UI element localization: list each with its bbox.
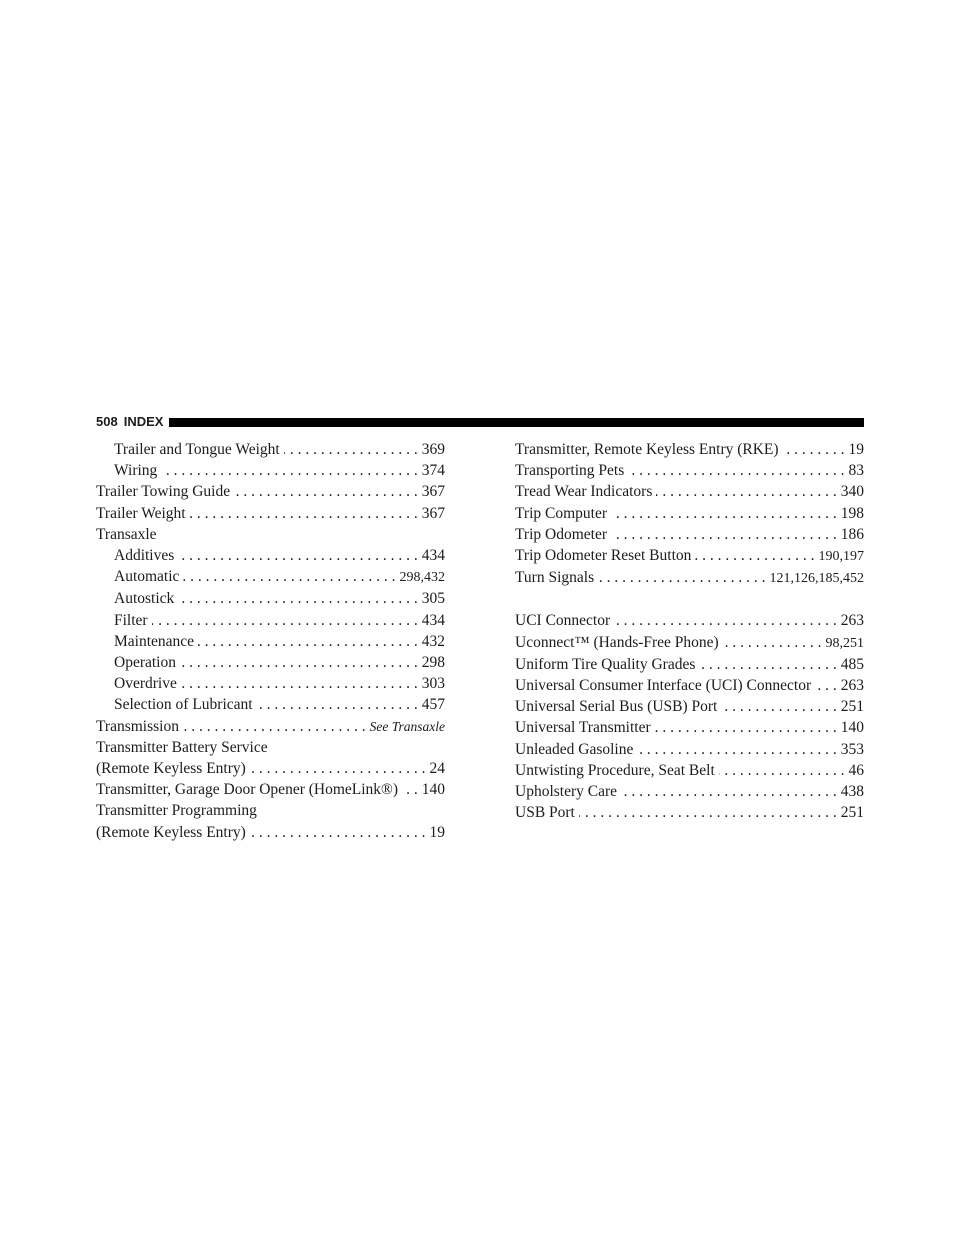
dot-leader (719, 760, 845, 781)
index-entry (96, 694, 445, 715)
dot-leader (257, 694, 418, 715)
index-entry (515, 802, 864, 823)
index-entry (96, 503, 445, 524)
entry-page: See Transaxle (369, 718, 445, 734)
index-entry (515, 439, 864, 460)
index-entry (96, 566, 445, 588)
entry-page: 434 (421, 547, 445, 565)
entry-term: (Remote Keyless Entry) (96, 760, 246, 778)
entry-page: 186 (840, 525, 864, 543)
entry-page: 98,251 (825, 635, 864, 651)
dot-leader (637, 739, 836, 760)
entry-term: Operation (114, 654, 176, 672)
entry-term: Transmission (96, 717, 179, 735)
entry-term: Trailer Towing Guide (96, 483, 231, 501)
dot-leader (181, 673, 418, 694)
index-column-left (96, 439, 445, 843)
entry-page: 305 (421, 590, 445, 608)
dot-leader (284, 439, 418, 460)
entry-page: 24 (429, 760, 445, 778)
dot-leader (695, 545, 814, 566)
dot-leader (721, 696, 836, 717)
entry-term: Additives (114, 547, 175, 565)
dot-leader (628, 460, 844, 481)
dot-leader (783, 439, 845, 460)
entry-page: 251 (840, 804, 864, 822)
index-entry (96, 588, 445, 609)
index-entry (515, 717, 864, 738)
index-heading: Transaxle (96, 525, 157, 543)
index-entry (515, 760, 864, 781)
index-entry (96, 822, 445, 843)
dot-leader (183, 716, 366, 737)
entry-page: 457 (421, 696, 445, 714)
header-rule (169, 418, 864, 427)
index-entry (96, 652, 445, 673)
entry-term: Maintenance (114, 632, 195, 650)
index-entry (96, 610, 445, 631)
dot-leader (614, 610, 837, 631)
entry-page: 198 (840, 504, 864, 522)
entry-page: 485 (840, 655, 864, 673)
entry-term: Trip Odometer (515, 525, 607, 543)
entry-term: Transmitter, Remote Keyless Entry (RKE) (515, 441, 779, 458)
dot-leader (180, 652, 418, 673)
dot-leader (621, 781, 837, 802)
entry-term: Universal Transmitter (515, 719, 651, 737)
index-entry (515, 503, 864, 524)
entry-term: Universal Consumer Interface (UCI) Connector (515, 677, 812, 695)
index-entry (96, 460, 445, 481)
dot-leader (198, 631, 418, 652)
index-entry (515, 654, 864, 675)
entry-page: 438 (840, 783, 864, 801)
index-entry (515, 610, 864, 631)
entry-term: Overdrive (114, 675, 177, 693)
entry-page: 369 (421, 441, 445, 458)
entry-page: 340 (840, 483, 864, 501)
letter-group-gap (515, 589, 864, 610)
index-heading: Transmitter Programming (96, 802, 257, 820)
index-entry (96, 631, 445, 652)
index-entry (515, 545, 864, 567)
entry-page: 432 (421, 632, 445, 650)
page-number: 508 (96, 414, 118, 429)
dot-leader (161, 460, 417, 481)
entry-term: Trailer and Tongue Weight (114, 441, 280, 458)
index-entry (96, 545, 445, 566)
dot-leader (250, 822, 426, 843)
entry-term: Tread Wear Indicators (515, 483, 653, 501)
entry-page: 251 (840, 698, 864, 716)
dot-leader (656, 481, 836, 502)
index-entry (515, 696, 864, 717)
entry-term: Transmitter, Garage Door Opener (HomeLink®) (96, 781, 398, 799)
index-entry (515, 524, 864, 545)
entry-term: Automatic (114, 568, 180, 586)
entry-page: 140 (840, 719, 864, 737)
dot-leader (598, 567, 765, 588)
entry-term: Wiring (114, 462, 158, 480)
index-entry (515, 739, 864, 760)
entry-term: Untwisting Procedure, Seat Belt (515, 761, 715, 779)
entry-term: Autostick (114, 590, 175, 608)
dot-leader (178, 588, 417, 609)
dot-leader (234, 481, 418, 502)
entry-page: 19 (429, 823, 445, 841)
entry-term: Filter (114, 611, 148, 629)
index-entry (515, 460, 864, 481)
entry-term: Upholstery Care (515, 783, 618, 801)
entry-page: 434 (421, 611, 445, 629)
dot-leader (723, 632, 822, 653)
entry-term: Trailer Weight (96, 504, 186, 522)
entry-page: 298,432 (399, 570, 445, 586)
index-entry (96, 716, 445, 737)
dot-leader (611, 524, 837, 545)
entry-term: UCI Connector (515, 612, 611, 630)
dot-leader (655, 717, 837, 738)
dot-leader (250, 758, 426, 779)
entry-term: Transporting Pets (515, 462, 625, 480)
index-heading: Transmitter Battery Service (96, 738, 268, 756)
dot-leader (611, 503, 837, 524)
entry-term: Trip Odometer Reset Button (515, 547, 692, 565)
index-entry (515, 632, 864, 654)
index-entry (96, 439, 445, 460)
entry-page: 46 (848, 761, 864, 779)
dot-leader (579, 802, 837, 823)
dot-leader (190, 503, 418, 524)
entry-term: Uconnect™ (Hands-Free Phone) (515, 633, 719, 651)
dot-leader (178, 545, 417, 566)
entry-term: Turn Signals (515, 569, 595, 587)
entry-page: 19 (848, 441, 864, 458)
entry-term: (Remote Keyless Entry) (96, 823, 246, 841)
index-entry (515, 567, 864, 589)
index-entry (515, 481, 864, 502)
entry-page: 190,197 (818, 549, 864, 565)
entry-page: 353 (840, 740, 864, 758)
entry-term: Universal Serial Bus (USB) Port (515, 698, 718, 716)
entry-page: 83 (848, 462, 864, 480)
entry-page: 367 (421, 483, 445, 501)
dot-leader (815, 675, 837, 696)
section-title: INDEX (123, 414, 164, 429)
entry-page: 367 (421, 504, 445, 522)
entry-term: USB Port (515, 804, 575, 822)
index-column-right (515, 439, 864, 823)
index-entry (96, 758, 445, 779)
index-entry (515, 675, 864, 696)
dot-leader (152, 610, 418, 631)
entry-page: 263 (840, 677, 864, 695)
entry-page: 374 (421, 462, 445, 480)
entry-page: 263 (840, 612, 864, 630)
index-entry (515, 781, 864, 802)
page-header (96, 413, 864, 431)
entry-page: 303 (421, 675, 445, 693)
entry-page: 140 (421, 781, 445, 799)
dot-leader (699, 654, 836, 675)
index-entry (96, 481, 445, 502)
entry-term: Uniform Tire Quality Grades (515, 655, 696, 673)
index-entry (96, 779, 445, 800)
dot-leader (183, 566, 395, 587)
index-entry (96, 673, 445, 694)
dot-leader (402, 779, 418, 800)
entry-term: Unleaded Gasoline (515, 740, 634, 758)
entry-page: 121,126,185,452 (769, 571, 864, 587)
entry-term: Selection of Lubricant (114, 696, 253, 714)
entry-page: 298 (421, 654, 445, 672)
entry-term: Trip Computer (515, 504, 608, 522)
